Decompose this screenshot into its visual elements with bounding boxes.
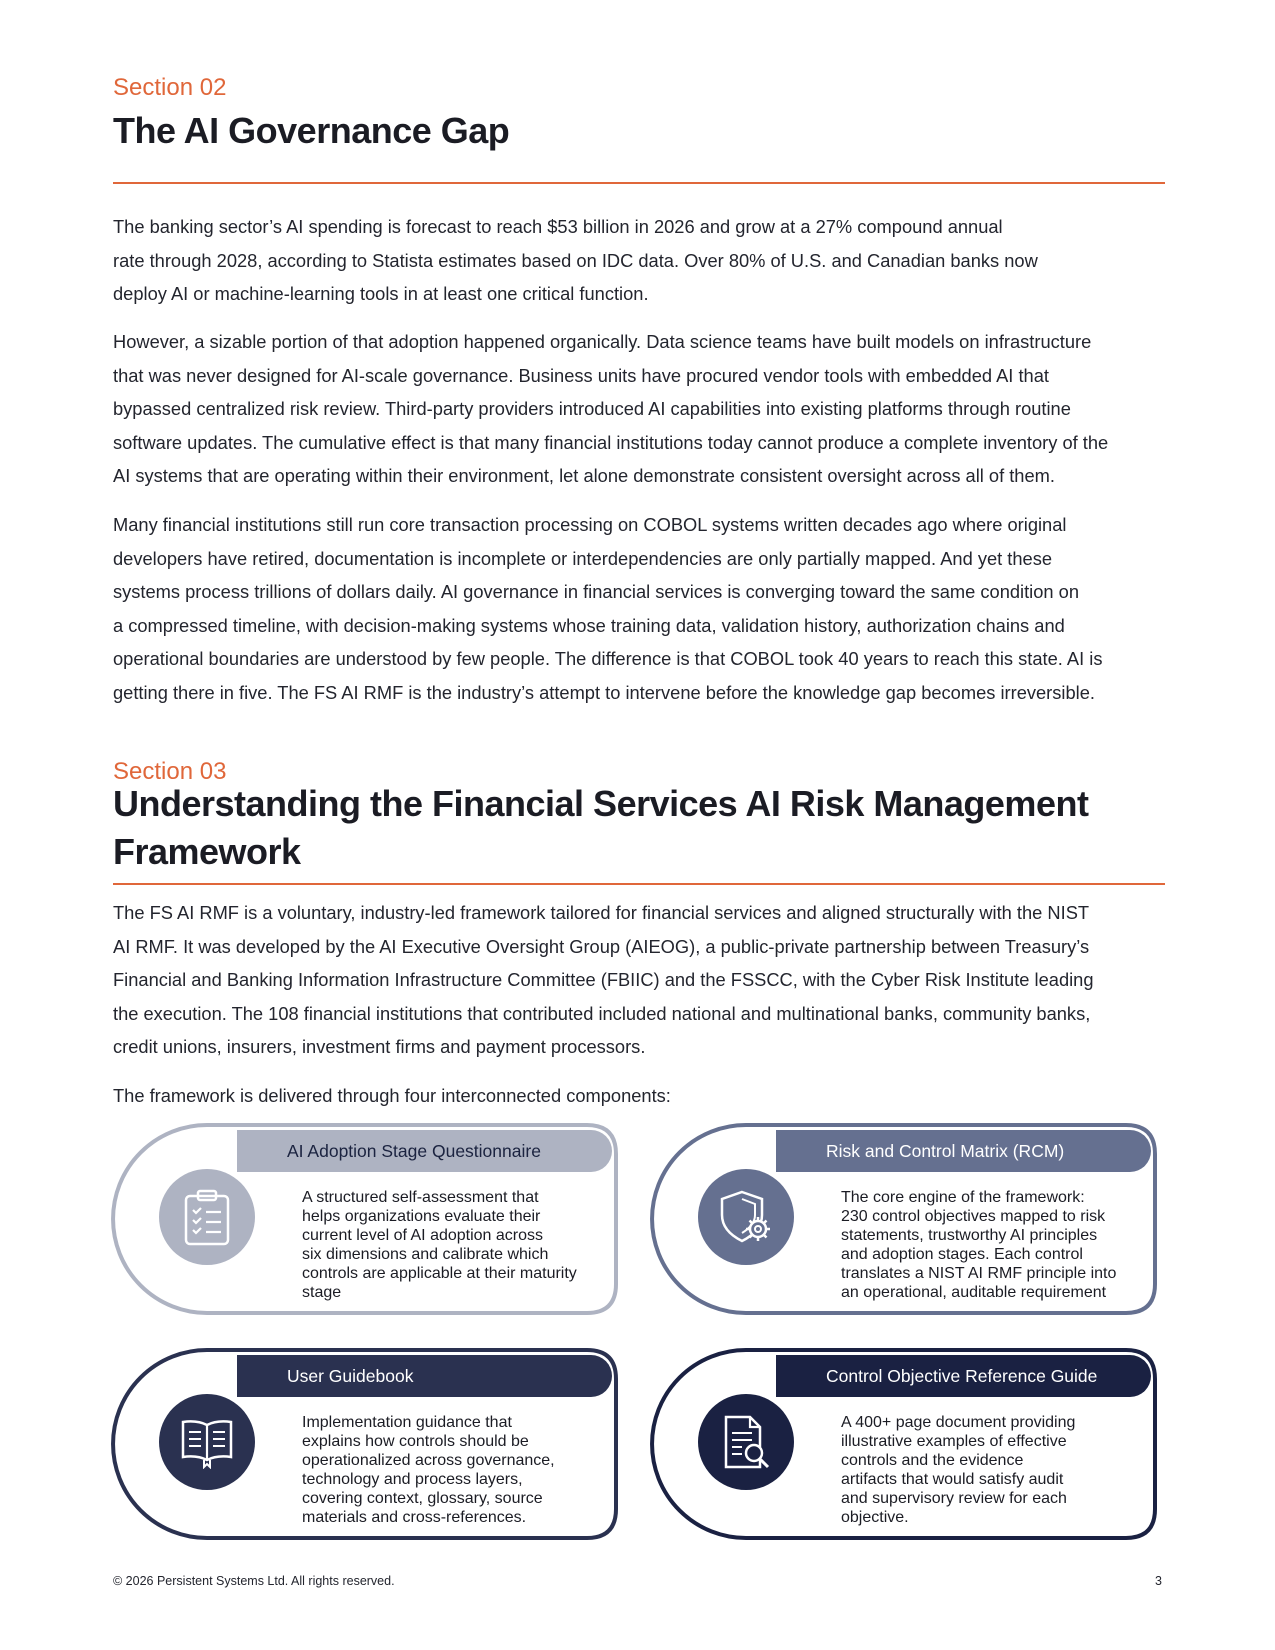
paragraph-line: The banking sector’s AI spending is forecast to reach $53 billion in 2026 and grow at a 27% compound annual: [113, 216, 1003, 237]
paragraph-line: credit unions, insurers, investment firms and payment processors.: [113, 1036, 646, 1057]
card-description-line: and supervisory review for each: [841, 1490, 1067, 1507]
shield-gear-icon: [716, 1187, 776, 1247]
card-description-line: controls and the evidence: [841, 1452, 1024, 1469]
document-search-icon: [718, 1413, 774, 1471]
card-description-line: objective.: [841, 1509, 909, 1526]
card-description: [302, 1188, 602, 1302]
card-description-line: technology and process layers,: [302, 1471, 523, 1488]
card-icon-circle: [159, 1169, 255, 1265]
section-title-line: Understanding the Financial Services AI Risk Management: [113, 783, 1089, 824]
card-description-line: translates a NIST AI RMF principle into: [841, 1265, 1117, 1282]
paragraph-line: the execution. The 108 financial institutions that contributed included national and multinational banks, community banks,: [113, 1002, 1091, 1024]
paragraph-line: The FS AI RMF is a voluntary, industry-led framework tailored for financial services and aligned structurally with the NIST: [113, 902, 1090, 923]
card-description-line: illustrative examples of effective: [841, 1433, 1067, 1450]
component-card-guidebook: [109, 1347, 621, 1541]
paragraph-line: bypassed centralized risk review. Third-party providers introduced AI capabilities into existing platforms through routine: [113, 398, 1071, 419]
paragraph-line: software updates. The cumulative effect is that many financial institutions today cannot produce a complete inventory of the: [113, 431, 1109, 453]
card-description-line: six dimensions and calibrate which: [302, 1246, 549, 1263]
card-description-line: current level of AI adoption across: [302, 1227, 544, 1244]
paragraph-line: developers have retired, documentation is incomplete or interdependencies are only partially mapped. And yet these: [113, 547, 1053, 569]
card-icon-circle: [698, 1394, 794, 1490]
card-title: Risk and Control Matrix (RCM): [826, 1141, 1065, 1161]
section-title-line: Framework: [113, 831, 301, 872]
clipboard-checklist-icon: [180, 1188, 234, 1246]
section-label: Section 03: [113, 758, 227, 785]
card-icon-circle: [159, 1394, 255, 1490]
card-description: [841, 1413, 1141, 1527]
paragraph-line: AI RMF. It was developed by the AI Executive Oversight Group (AIEOG), a public-private partnership between Treasury’s: [113, 935, 1090, 957]
section-label: Section 02: [113, 74, 227, 101]
section-divider: [113, 182, 1165, 184]
card-description-line: operationalized across governance,: [302, 1452, 555, 1469]
card-description-line: helps organizations evaluate their: [302, 1208, 541, 1225]
card-title: User Guidebook: [287, 1366, 414, 1386]
card-description-line: and adoption stages. Each control: [841, 1246, 1083, 1263]
paragraph-line: deploy AI or machine-learning tools in at least one critical function.: [113, 283, 649, 304]
section-title: The AI Governance Gap: [113, 110, 510, 151]
card-title: AI Adoption Stage Questionnaire: [287, 1141, 541, 1161]
card-description-line: Implementation guidance that: [302, 1414, 512, 1431]
paragraph-line: However, a sizable portion of that adoption happened organically. Data science teams have built models on infrastructure: [113, 331, 1092, 352]
card-description-line: A structured self-assessment that: [302, 1189, 539, 1206]
paragraph: [113, 508, 1102, 709]
paragraph-line: getting there in five. The FS AI RMF is the industry’s attempt to intervene before the knowledge gap becomes irreversible.: [113, 681, 1095, 703]
card-description-line: an operational, auditable requirement: [841, 1284, 1107, 1301]
paragraph: [113, 325, 1108, 493]
card-title: Control Objective Reference Guide: [826, 1366, 1098, 1386]
card-description: [841, 1188, 1141, 1302]
paragraph: [113, 210, 1038, 311]
section-divider: [113, 883, 1165, 885]
paragraph: [113, 1079, 671, 1113]
page-number: 3: [1155, 1574, 1162, 1588]
paragraph-line: a compressed timeline, with decision-making systems whose training data, validation history, authorization chains and: [113, 614, 1065, 636]
paragraph-line: that was never designed for AI-scale governance. Business units have procured vendor tools with embedded AI that: [113, 364, 1049, 386]
card-description-line: The core engine of the framework:: [841, 1189, 1085, 1206]
paragraph-line: AI systems that are operating within their environment, let alone demonstrate consistent oversight across all of them.: [113, 465, 1055, 486]
paragraph-line: rate through 2028, according to Statista estimates based on IDC data. Over 80% of U.S. and Canadian banks now: [113, 249, 1038, 271]
card-description-line: A 400+ page document providing: [841, 1414, 1076, 1431]
component-card-reference-guide: [648, 1347, 1160, 1541]
open-book-icon: [177, 1415, 237, 1469]
paragraph-line: operational boundaries are understood by few people. The difference is that COBOL took 40 years to reach this state. AI is: [113, 648, 1103, 669]
card-description-line: controls are applicable at their maturity: [302, 1265, 577, 1282]
card-description-line: artifacts that would satisfy audit: [841, 1471, 1064, 1488]
footer-copyright: © 2026 Persistent Systems Ltd. All rights reserved.: [113, 1574, 395, 1588]
card-description-line: covering context, glossary, source: [302, 1490, 543, 1507]
paragraph-line: Many financial institutions still run core transaction processing on COBOL systems written decades ago where original: [113, 514, 1067, 535]
card-description-line: 230 control objectives mapped to risk: [841, 1208, 1106, 1225]
paragraph-line: Financial and Banking Information Infrastructure Committee (FBIIC) and the FSSCC, with the Cyber Risk Institute leading: [113, 969, 1094, 990]
card-description: [302, 1413, 602, 1527]
section-title: [113, 780, 1088, 876]
card-description-line: explains how controls should be: [302, 1433, 529, 1450]
card-description-line: statements, trustworthy AI principles: [841, 1227, 1098, 1244]
paragraph-line: systems process trillions of dollars daily. AI governance in financial services is converging toward the same condition on: [113, 581, 1079, 602]
paragraph-line: The framework is delivered through four interconnected components:: [113, 1085, 671, 1106]
paragraph: [113, 896, 1094, 1064]
card-description-line: stage: [302, 1284, 342, 1301]
component-card-questionnaire: [109, 1122, 621, 1316]
card-icon-circle: [698, 1169, 794, 1265]
component-card-rcm: [648, 1122, 1160, 1316]
card-description-line: materials and cross-references.: [302, 1509, 527, 1526]
